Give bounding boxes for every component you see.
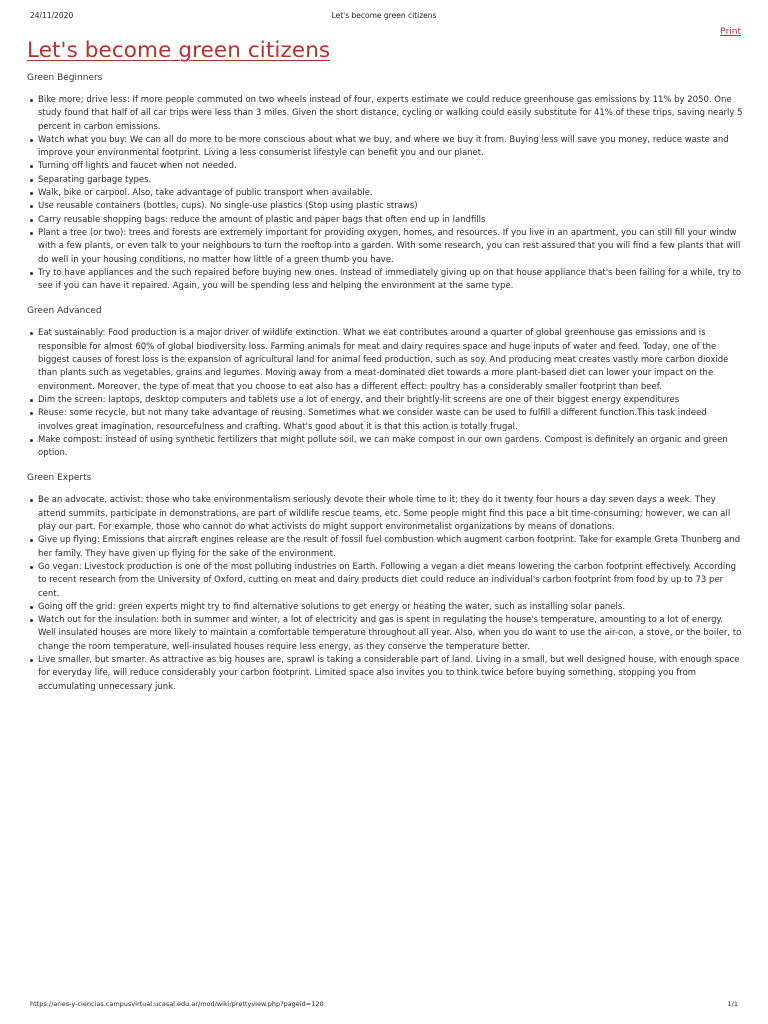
list-item: Give up flying: Emissions that aircraft engines release are the result of fossil fuel combustion which augment carbon footprint. Take for example Greta Thunberg and her family. They have given up flying for the sake of the environment.: [38, 534, 743, 561]
print-footer: [30, 1000, 738, 1010]
section-heading-green-advanced: Green Advanced: [27, 306, 102, 317]
list-item: Watch out for the insulation: both in summer and winter, a lot of electricity and gas is spent in regulating the house's temperature, amounting to a lot of energy. Well insulated houses are more likely to maintain a comfortable temperature throughout all year. Also, when you do want to use the air-con, a stove, or the boiler, to change the room temperature, well-insulated houses require less energy, as they conserve the temperature better.: [38, 614, 743, 654]
list-green-advanced: [27, 327, 743, 460]
list-item: Make compost: instead of using synthetic fertilizers that might pollute soil, we can make compost in our own gardens. Compost is definitely an organic and green option.: [38, 434, 743, 461]
list-item: Separating garbage types.: [38, 174, 743, 187]
list-item: Carry reusable shopping bags: reduce the amount of plastic and paper bags that often end up in landfills: [38, 214, 743, 227]
section-heading-green-experts: Green Experts: [27, 473, 92, 484]
list-item: Dim the screen: laptops, desktop computers and tablets use a lot of energy, and their brightly-lit screens are one of their biggest energy expenditures: [38, 394, 743, 407]
section-heading-green-beginners: Green Beginners: [27, 73, 103, 83]
list-item: Try to have appliances and the such repaired before buying new ones. Instead of immediately giving up on that house appliance that's been failing for a while, try to see if you can have it repaired. Again, you will be spending less and helping the environment at the same type.: [38, 267, 743, 294]
print-url: https://aries-y-ciencias.campusvirtual.ucasal.edu.ar/mod/wiki/prettyview.php?pageid=120: [30, 1000, 324, 1008]
list-item: Reuse: some recycle, but not many take advantage of reusing. Sometimes what we consider waste can be used to fulfill a different function.This task indeed involves great imagination, resourcefulness and crafting. What's good about it is that this action is totally frugal.: [38, 407, 743, 434]
list-item: Watch what you buy: We can all do more to be more conscious about what we buy, and where we buy it from. Buying less will save you money, reduce waste and improve your environmental footprint. Living a less consumerist lifestyle can benefit you and our planet.: [38, 134, 743, 161]
list-item: Walk, bike or carpool. Also, take advantage of public transport when available.: [38, 187, 743, 200]
print-page-number: 1/1: [727, 1000, 738, 1008]
list-item: Turning off lights and faucet when not needed.: [38, 160, 743, 173]
list-item: Use reusable containers (bottles, cups). No single-use plastics (Stop using plastic straws): [38, 200, 743, 213]
list-item: Live smaller, but smarter. As attractive as big houses are, sprawl is taking a considerable part of land. Living in a small, but well designed house, with enough space for everyday life, will reduce considerably your carbon footprint. Limited space also invites you to think twice before buying something, stopping you from accumulating unnecessary junk.: [38, 654, 743, 694]
list-item: Bike more; drive less: If more people commuted on two wheels instead of four, experts estimate we could reduce greenhouse gas emissions by 11% by 2050. One study found that half of all car trips were less than 3 miles. Given the short distance, cycling or walking could easily substitute for 41% of these trips, saving nearly 5 percent in carbon emissions.: [38, 94, 743, 134]
list-green-experts: [27, 494, 743, 693]
print-date: 24/11/2020: [30, 11, 74, 20]
list-item: Go vegan: Livestock production is one of the most polluting industries on Earth. Following a vegan a diet means lowering the carbon footprint effectively. According to recent research from the University of Oxford, cutting on meat and dairy products diet could reduce an individual's carbon footprint from food by up to 73 per cent.: [38, 561, 743, 601]
list-item: Eat sustainably: Food production is a major driver of wildlife extinction. What we eat contributes around a quarter of global greenhouse gas emissions and is responsible for almost 60% of global biodiversity loss. Farming animals for meat and dairy requires space and huge inputs of water and feed. Today, one of the biggest causes of forest loss is the expansion of agricultural land for animal feed production, such as soy. And producing meat creates vastly more carbon dioxide than plants such as vegetables, grains and legumes. Moving away from a meat-dominated diet towards a more plant-based diet can lower your impact on the environment. Moreover, the type of meat that you choose to eat also has a different effect: poultry has a considerably smaller footprint than beef.: [38, 327, 743, 393]
list-green-beginners: [27, 94, 743, 293]
print-doc-title: Let's become green citizens: [331, 11, 437, 20]
wiki-content: [27, 72, 743, 706]
print-link[interactable]: Print: [720, 27, 741, 37]
list-item: Plant a tree (or two): trees and forests are extremely important for providing oxygen, homes, and resources. If you live in an apartment, you can still fill your windw with a few plants, or even talk to your neighbours to turn the rooftop into a garden. With some research, you can rest assured that you will find a few plants that will do well in your housing conditions, no matter how little of a green thumb you have.: [38, 227, 743, 267]
list-item: Be an advocate, activist: those who take environmentalism seriously devote their whole time to it; they do it twenty four hours a day seven days a week. They attend summits, participate in demonstrations, are part of wildlife rescue teams, etc. Some people might find this pace a bit time-consuming; however, we can all play our part. For example, those who cannot do what activists do might support environmetalist organizations by means of donations.: [38, 494, 743, 534]
list-item: Going off the grid: green experts might try to find alternative solutions to get energy or heating the water, such as installing solar panels.: [38, 601, 743, 614]
print-header: [30, 11, 738, 23]
page-title: Let's become green citizens: [27, 38, 331, 63]
